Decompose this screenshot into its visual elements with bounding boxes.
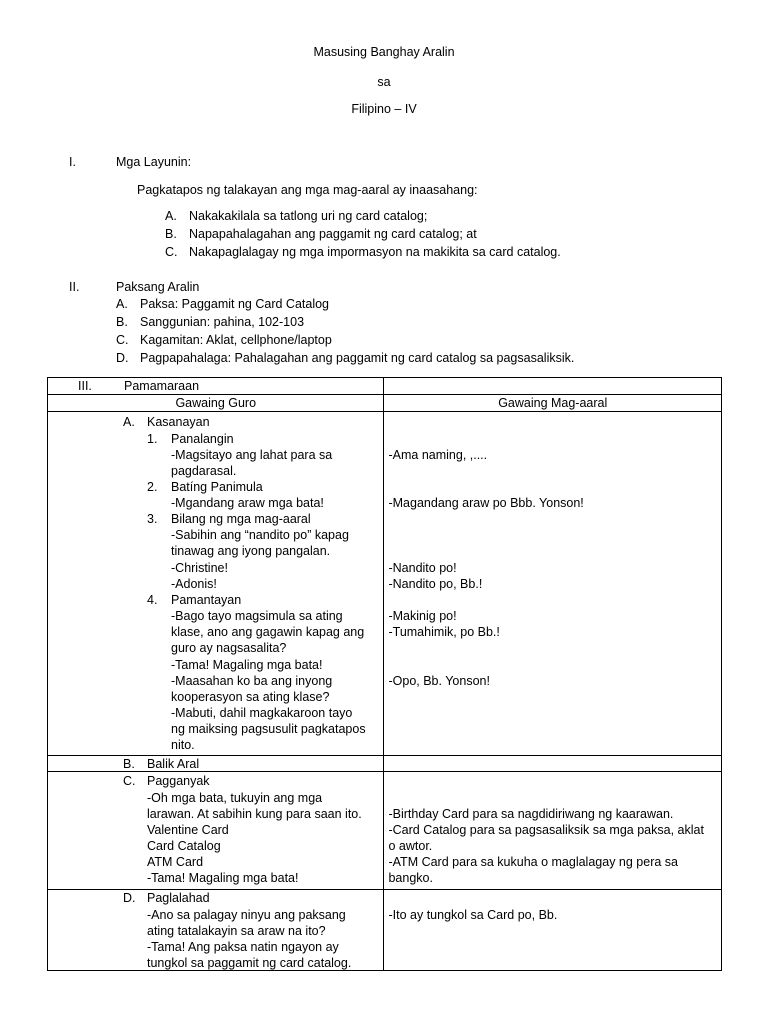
step-title: Pamantayan [171,593,242,607]
teacher-cell-balik-aral [48,756,384,772]
topic-letter: B. [116,315,128,329]
teacher-line: Card Catalog [147,839,221,853]
objective-text: Napapahalagahan ang paggamit ng card catalog; at [189,227,477,241]
table-row [48,395,722,412]
part-title: Balik Aral [147,757,200,771]
teacher-line: -Tama! Ang paksa natin ngayon ay [147,940,339,954]
section-3-heading: Pamamaraan [124,379,200,393]
part-title: Paglalahad [147,891,210,905]
topic-letter: C. [116,333,129,347]
topic-text: Kagamitan: Aklat, cellphone/laptop [140,333,332,347]
table-row [48,756,722,772]
student-cell-balik-aral [384,756,722,772]
step-title: Batíng Panimula [171,480,263,494]
step-number: 1. [147,432,158,446]
student-line: -Ama naming, ,.... [388,448,488,462]
topic-text: Paksa: Paggamit ng Card Catalog [140,297,329,311]
student-line: -Nandito po! [388,561,457,575]
student-cell-kasanayan [384,412,722,756]
step-title: Panalangin [171,432,234,446]
objective-text: Nakakakilala sa tatlong uri ng card catalog; [189,209,428,223]
student-line: -Magandang araw po Bbb. Yonson! [388,496,584,510]
step-title: Bilang ng mga mag-aaral [171,512,311,526]
teacher-line: tungkol sa paggamit ng card catalog. [147,956,352,970]
part-letter: D. [123,891,136,905]
topic-letter: A. [116,297,128,311]
student-line: -Nandito po, Bb.! [388,577,483,591]
teacher-cell-pagganyak [48,772,384,890]
teacher-line: ng maiksing pagsusulit pagkatapos [171,722,366,736]
teacher-line: guro ay nagsasalita? [171,641,287,655]
teacher-line: -Tama! Magaling mga bata! [171,658,323,672]
teacher-cell-kasanayan [48,412,384,756]
procedure-heading-cell [48,378,384,395]
teacher-line: -Mabuti, dahil magkakaroon tayo [171,706,353,720]
student-line: -Tumahimik, po Bb.! [388,625,500,639]
topic-text: Pagpapahalaga: Pahalagahan ang paggamit ng card catalog sa pagsasaliksik. [140,351,575,365]
teacher-line: -Adonis! [171,577,217,591]
topic-letter: D. [116,351,129,365]
section-1-heading: Mga Layunin: [116,155,192,169]
student-line: -Card Catalog para sa pagsasaliksik sa mga paksa, aklat [388,823,704,837]
teacher-line: -Tama! Magaling mga bata! [147,871,299,885]
doc-title-connector: sa [377,75,391,89]
teacher-line: pagdarasal. [171,464,237,478]
part-title: Pagganyak [147,774,210,788]
part-title: Kasanayan [147,415,210,429]
student-line: -Opo, Bb. Yonson! [388,674,490,688]
student-cell-paglalahad [384,890,722,971]
teacher-line: tinawag ang iyong pangalan. [171,544,331,558]
doc-title: Masusing Banghay Aralin [313,45,455,59]
student-cell-pagganyak [384,772,722,890]
teacher-line: Valentine Card [147,823,229,837]
section-2-heading: Paksang Aralin [116,280,200,294]
step-number: 4. [147,593,158,607]
teacher-line: ating tatalakayin sa araw na ito? [147,924,326,938]
teacher-line: larawan. At sabihin kung para saan ito. [147,807,362,821]
empty-cell [384,378,722,395]
student-line: -ATM Card para sa kukuha o maglalagay ng pera sa [388,855,678,869]
teacher-line: kooperasyon sa ating klase? [171,690,330,704]
student-line: o awtor. [388,839,433,853]
objective-letter: A. [165,209,177,223]
teacher-line: -Sabihin ang “nandito po” kapag [171,528,349,542]
table-row [48,378,722,395]
step-number: 3. [147,512,158,526]
objective-text: Nakapaglalagay ng mga impormasyon na makikita sa card catalog. [189,245,561,259]
teacher-line: -Magsitayo ang lahat para sa [171,448,333,462]
section-1-intro: Pagkatapos ng talakayan ang mga mag-aaral ay inaasahang: [137,183,478,197]
teacher-line: -Ano sa palagay ninyu ang paksang [147,908,346,922]
part-letter: A. [123,415,135,429]
table-row [48,890,722,971]
student-line: -Ito ay tungkol sa Card po, Bb. [388,908,558,922]
section-3-number: III. [78,379,92,393]
procedure-table [47,377,722,971]
teacher-line: ATM Card [147,855,204,869]
teacher-line: -Christine! [171,561,228,575]
student-line: bangko. [388,871,433,885]
teacher-line: klase, ano ang gagawin kapag ang [171,625,365,639]
table-row [48,772,722,890]
column-header-teacher: Gawaing Guro [48,395,384,412]
column-header-student: Gawaing Mag-aaral [384,395,722,412]
part-letter: C. [123,774,136,788]
student-line: -Birthday Card para sa nagdidiriwang ng kaarawan. [388,807,674,821]
objective-letter: C. [165,245,178,259]
student-line: -Makinig po! [388,609,457,623]
topic-text: Sanggunian: pahina, 102-103 [140,315,305,329]
doc-subject: Filipino – IV [351,102,417,116]
part-letter: B. [123,757,135,771]
section-2-number: II. [69,280,80,294]
section-1-number: I. [69,155,76,169]
teacher-line: -Bago tayo magsimula sa ating [171,609,343,623]
objective-letter: B. [165,227,177,241]
table-row [48,412,722,756]
step-number: 2. [147,480,158,494]
teacher-line: nito. [171,738,195,752]
teacher-cell-paglalahad [48,890,384,971]
teacher-line: -Maasahan ko ba ang inyong [171,674,333,688]
teacher-line: -Oh mga bata, tukuyin ang mga [147,791,323,805]
teacher-line: -Mgandang araw mga bata! [171,496,324,510]
